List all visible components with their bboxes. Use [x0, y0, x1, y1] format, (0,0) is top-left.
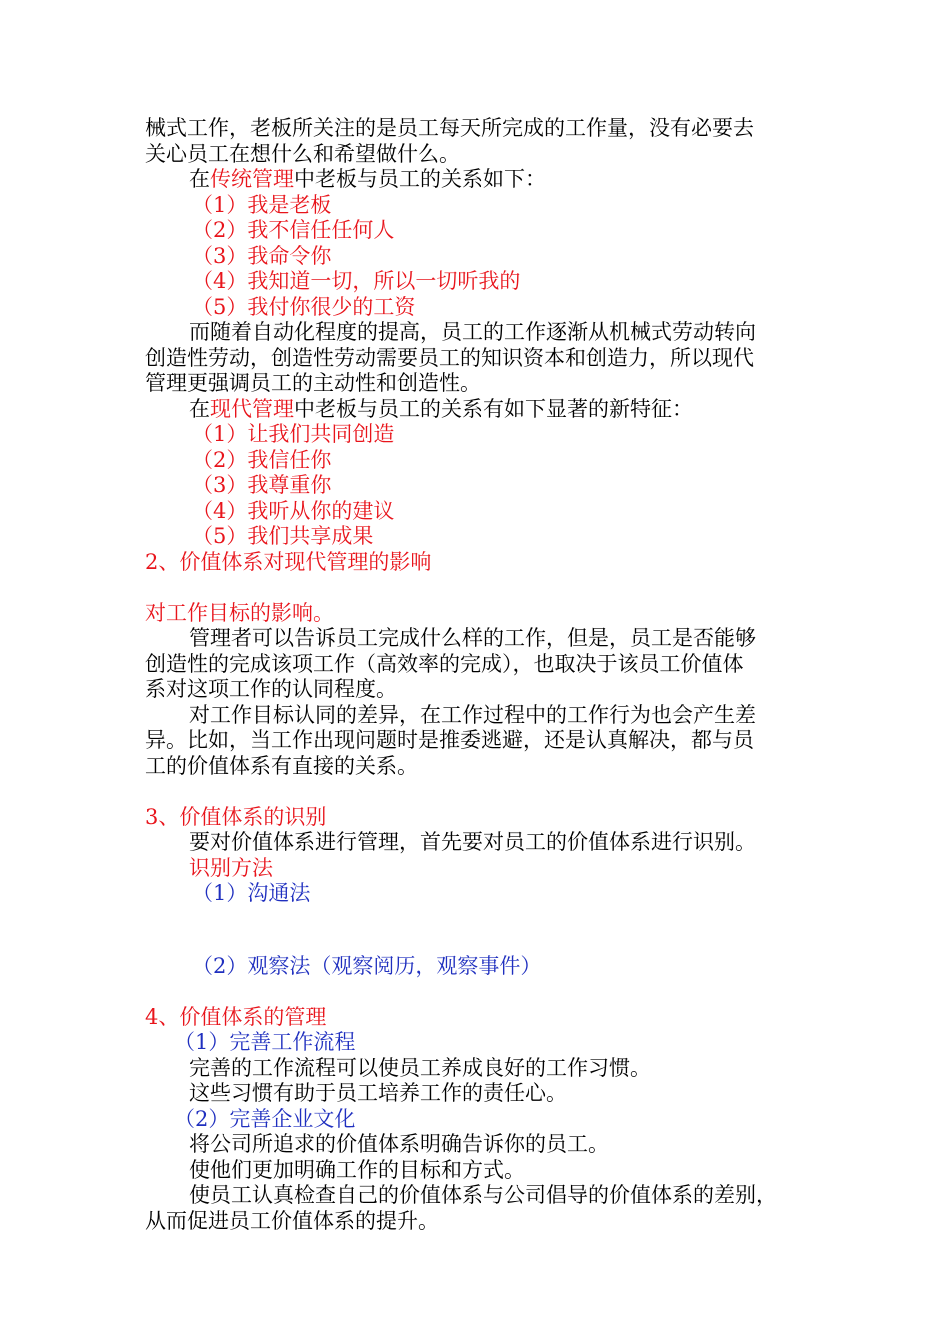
section-2-heading: 2、价值体系对现代管理的影响 — [145, 549, 432, 574]
paragraph-line: 使员工认真检查自己的价值体系与公司倡导的价值体系的差别， — [189, 1183, 777, 1207]
paragraph-line: 这些习惯有助于员工培养工作的责任心。 — [189, 1081, 567, 1105]
traditional-intro — [145, 167, 815, 193]
list-item: （4）我听从你的建议 — [192, 498, 395, 523]
subsection-heading: （1）完善工作流程 — [174, 1030, 356, 1054]
section-4-heading: 4、价值体系的管理 — [145, 1004, 327, 1029]
paragraph-line: 要对价值体系进行管理，首先要对员工的价值体系进行识别。 — [189, 830, 756, 854]
paragraph-line: 关心员工在想什么和希望做什么。 — [145, 141, 460, 166]
spacer — [145, 907, 815, 954]
modern-intro — [145, 397, 815, 423]
spacer — [145, 779, 815, 805]
spacer — [145, 979, 815, 1005]
list-item: （5）我付你很少的工资 — [192, 294, 416, 319]
section-3-heading: 3、价值体系的识别 — [145, 804, 327, 829]
identification-methods-label: 识别方法 — [189, 855, 273, 880]
list-item: （1）让我们共同创造 — [192, 422, 395, 446]
intro-suffix: 中老板与员工的关系如下： — [294, 167, 546, 191]
document-page — [145, 116, 815, 1234]
list-item: （3）我尊重你 — [192, 473, 332, 497]
paragraph-line: 异。比如，当工作出现问题时是推委逃避，还是认真解决，都与员 — [145, 728, 754, 752]
spacer — [145, 575, 815, 601]
paragraph-line: 将公司所追求的价值体系明确告诉你的员工。 — [189, 1132, 609, 1156]
modern-management-highlight: 现代管理 — [210, 396, 294, 421]
list-item: （2）我信任你 — [192, 447, 332, 472]
method-item: （2）观察法（观察阅历，观察事件） — [192, 953, 542, 978]
paragraph-line: 工的价值体系有直接的关系。 — [145, 753, 418, 778]
intro-prefix: 在 — [189, 396, 210, 421]
section-2-subheading: 对工作目标的影响。 — [145, 600, 334, 625]
subsection-heading: （2）完善企业文化 — [174, 1106, 356, 1131]
list-item: （3）我命令你 — [192, 243, 332, 268]
paragraph-line: 创造性劳动，创造性劳动需要员工的知识资本和创造力，所以现代 — [145, 345, 754, 370]
paragraph-line: 管理者可以告诉员工完成什么样的工作，但是，员工是否能够 — [189, 626, 756, 650]
intro-prefix: 在 — [189, 167, 210, 191]
paragraph-line: 系对这项工作的认同程度。 — [145, 677, 397, 701]
paragraph-line: 械式工作，老板所关注的是员工每天所完成的工作量，没有必要去 — [145, 116, 754, 140]
list-item: （1）我是老板 — [192, 192, 332, 217]
paragraph-line: 使他们更加明确工作的目标和方式。 — [189, 1157, 525, 1182]
intro-suffix: 中老板与员工的关系有如下显著的新特征： — [294, 396, 693, 421]
list-item: （2）我不信任任何人 — [192, 218, 395, 242]
paragraph-line: 而随着自动化程度的提高，员工的工作逐渐从机械式劳动转向 — [189, 320, 756, 344]
traditional-management-highlight: 传统管理 — [210, 167, 294, 191]
paragraph-line: 完善的工作流程可以使员工养成良好的工作习惯。 — [189, 1055, 651, 1080]
paragraph-line: 对工作目标认同的差异，在工作过程中的工作行为也会产生差 — [189, 702, 756, 727]
paragraph-line: 从而促进员工价值体系的提升。 — [145, 1208, 439, 1233]
list-item: （4）我知道一切，所以一切听我的 — [192, 269, 521, 293]
paragraph-line: 创造性的完成该项工作（高效率的完成），也取决于该员工价值体 — [145, 651, 744, 676]
method-item: （1）沟通法 — [192, 881, 311, 905]
paragraph-line: 管理更强调员工的主动性和创造性。 — [145, 371, 481, 395]
list-item: （5）我们共享成果 — [192, 524, 374, 548]
